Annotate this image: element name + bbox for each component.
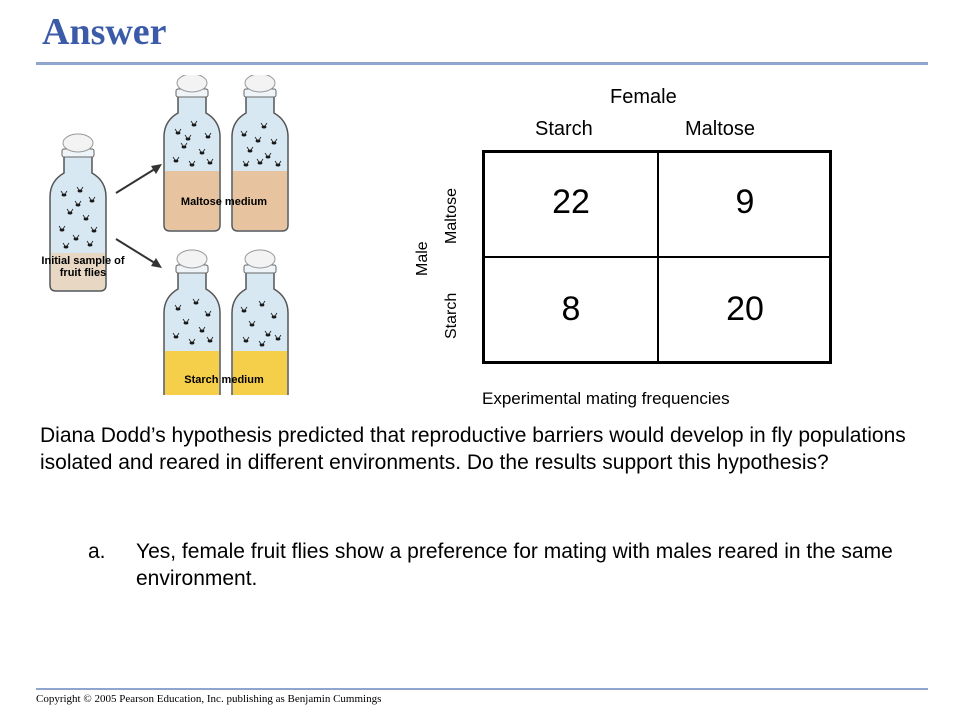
table-divider-horizontal <box>485 256 829 258</box>
cell-male-maltose-female-maltose: 9 <box>735 183 755 221</box>
answer-text: Yes, female fruit flies show a preference for mating with males reared in the same environment. <box>136 540 893 590</box>
bottles-drawing <box>34 75 306 395</box>
starch-medium-label: Starch medium <box>184 374 264 386</box>
col-header-starch: Starch <box>535 118 593 140</box>
cell-male-starch-female-maltose: 20 <box>726 290 764 328</box>
female-header: Female <box>610 86 677 108</box>
maltose-medium-label: Maltose medium <box>180 196 268 208</box>
row-header-maltose: Maltose <box>443 187 460 244</box>
mating-frequency-table <box>482 150 832 364</box>
arrow-to-maltose <box>116 164 162 193</box>
row-header-starch: Starch <box>443 292 460 339</box>
cell-male-starch-female-starch: 8 <box>561 290 581 328</box>
fruit-fly-illustration <box>34 75 306 395</box>
male-header: Male <box>414 241 431 276</box>
slide-title: Answer <box>42 11 167 53</box>
initial-sample-label: Initial sample of fruit flies <box>41 255 125 279</box>
copyright-notice: Copyright © 2005 Pearson Education, Inc. publishing as Benjamin Cummings <box>36 693 382 705</box>
cell-male-maltose-female-starch: 22 <box>552 183 590 221</box>
answer-letter: a. <box>88 540 106 563</box>
table-caption: Experimental mating frequencies <box>482 389 730 408</box>
footer-divider <box>36 688 928 690</box>
question-text: Diana Dodd’s hypothesis predicted that reproductive barriers would develop in fly populations isolated and reared in different environments. Do the results support this hypothesis? <box>40 424 906 474</box>
col-header-maltose: Maltose <box>685 118 756 140</box>
title-divider <box>36 62 928 65</box>
